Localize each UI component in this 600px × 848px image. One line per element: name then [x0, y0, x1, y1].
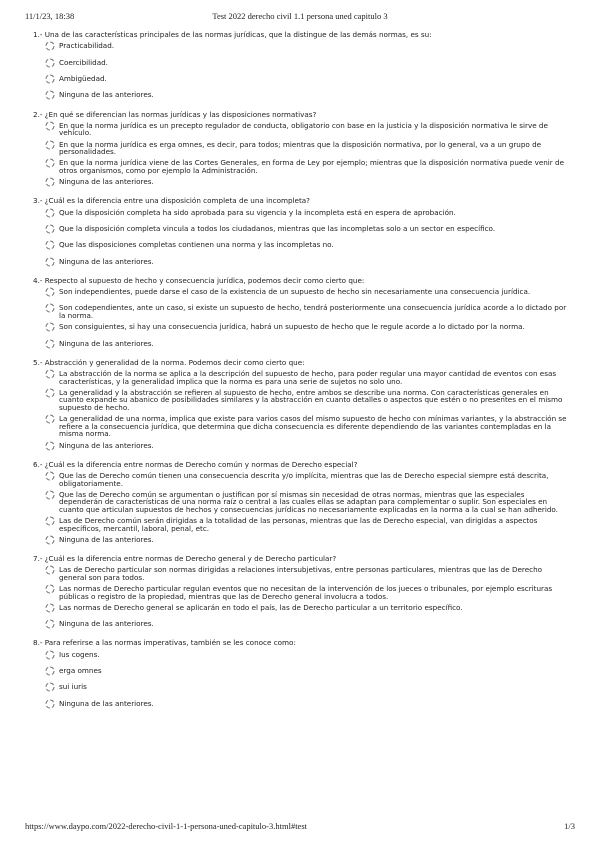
option-label: Ninguna de las anteriores. — [59, 90, 154, 100]
radio-button-icon[interactable] — [45, 257, 55, 267]
print-header — [25, 11, 575, 23]
option-label: Son codependientes, ante un caso, si existe un supuesto de hecho, tendrá posteriormente una consecuencia jurídica acorde a lo dictado por la norma. — [59, 303, 567, 321]
answer-option[interactable] — [33, 288, 568, 296]
radio-button-icon[interactable] — [45, 603, 55, 613]
answer-option[interactable] — [33, 389, 568, 412]
radio-button-icon[interactable] — [45, 388, 55, 398]
answer-option[interactable] — [33, 141, 568, 156]
answer-option[interactable] — [33, 304, 568, 319]
answer-option[interactable] — [33, 585, 568, 600]
radio-button-icon[interactable] — [45, 565, 55, 575]
question-block — [33, 638, 568, 707]
radio-button-icon[interactable] — [45, 90, 55, 100]
answer-option[interactable] — [33, 241, 568, 249]
answer-option[interactable] — [33, 91, 568, 99]
radio-button-icon[interactable] — [45, 699, 55, 709]
answer-option[interactable] — [33, 159, 568, 174]
option-label: Ninguna de las anteriores. — [59, 338, 154, 348]
answer-option[interactable] — [33, 42, 568, 50]
answer-option[interactable] — [33, 604, 568, 612]
radio-button-icon[interactable] — [45, 303, 55, 313]
radio-button-icon[interactable] — [45, 177, 55, 187]
option-label: Son independientes, puede darse el caso de la existencia de un supuesto de hecho sin necesariamente una consecuencia jurídica. — [59, 287, 531, 297]
answer-option[interactable] — [33, 225, 568, 233]
radio-button-icon[interactable] — [45, 441, 55, 451]
option-label: Ambigüedad. — [59, 73, 107, 83]
option-label: Ninguna de las anteriores. — [59, 440, 154, 450]
question-block — [33, 276, 568, 348]
option-label: erga omnes — [59, 666, 102, 675]
question-text: 6.- ¿Cuál es la diferencia entre normas de Derecho común y normas de Derecho especial? — [33, 459, 358, 469]
radio-button-icon[interactable] — [45, 240, 55, 250]
answer-option[interactable] — [33, 442, 568, 450]
answer-option[interactable] — [33, 536, 568, 544]
answer-option[interactable] — [33, 700, 568, 708]
option-label: Las normas de Derecho particular regulan eventos que no necesitan de la intervención de los jueces o tribunales, por ejemplo escrituras públicas o registro de la propiedad, mientras que las de Derecho general involucra a todos. — [59, 584, 553, 601]
question-text: 1.- Una de las características principales de las normas jurídicas, que la distingue de las demás normas, es su: — [33, 30, 432, 39]
question-block — [33, 110, 568, 187]
radio-button-icon[interactable] — [45, 208, 55, 218]
answer-option[interactable] — [33, 323, 568, 331]
answer-option[interactable] — [33, 517, 568, 532]
option-label: Practicabilidad. — [59, 41, 115, 51]
radio-button-icon[interactable] — [45, 287, 55, 297]
option-label: Las de Derecho particular son normas dirigidas a relaciones intersubjetivas, entre personas particulares, mientras que las de Derecho general son para todos. — [59, 565, 543, 582]
option-label: Ninguna de las anteriores. — [59, 698, 154, 708]
answer-option[interactable] — [33, 472, 568, 487]
option-label: Que la disposición completa ha sido aprobada para su vigencia y la incompleta está en espera de aprobación. — [59, 207, 456, 217]
print-datetime: 11/1/23, 18:38 — [25, 11, 75, 21]
radio-button-icon[interactable] — [45, 619, 55, 629]
answer-option[interactable] — [33, 340, 568, 348]
answer-option[interactable] — [33, 59, 568, 67]
option-label: Las normas de Derecho general se aplicarán en todo el país, las de Derecho particular a un territorio específico. — [59, 602, 463, 612]
option-label: Ninguna de las anteriores. — [59, 256, 154, 266]
radio-button-icon[interactable] — [45, 535, 55, 545]
radio-button-icon[interactable] — [45, 471, 55, 481]
radio-button-icon[interactable] — [45, 224, 55, 234]
question-list — [33, 30, 568, 718]
radio-button-icon[interactable] — [45, 74, 55, 84]
question-block — [33, 460, 568, 544]
answer-option[interactable] — [33, 491, 568, 514]
radio-button-icon[interactable] — [45, 650, 55, 660]
answer-option[interactable] — [33, 258, 568, 266]
radio-button-icon[interactable] — [45, 682, 55, 692]
option-label: Coercibilidad. — [59, 57, 108, 67]
radio-button-icon[interactable] — [45, 414, 55, 424]
radio-button-icon[interactable] — [45, 121, 55, 131]
option-label: En que la norma jurídica es un precepto regulador de conducta, obligatorio con base en la justicia y la disposición normativa le sirve de vehículo. — [59, 120, 548, 138]
answer-option[interactable] — [33, 370, 568, 385]
answer-option[interactable] — [33, 415, 568, 438]
question-text: 7.- ¿Cuál es la diferencia entre normas de Derecho general y de Derecho particular? — [33, 554, 337, 564]
option-label: Las de Derecho común serán dirigidas a la totalidad de las personas, mientras que las de Derecho especial, van dirigidas a aspectos específicos, mercantil, laboral, penal, etc. — [59, 516, 538, 533]
answer-option[interactable] — [33, 667, 568, 675]
print-footer — [25, 821, 575, 833]
option-label: Que las disposiciones completas contienen una norma y las incompletas no. — [59, 240, 334, 250]
answer-option[interactable] — [33, 122, 568, 137]
option-label: Ninguna de las anteriores. — [59, 177, 154, 187]
document-title: Test 2022 derecho civil 1.1 persona uned capitulo 3 — [212, 11, 388, 21]
page-number: 1/3 — [564, 821, 575, 831]
page-url: https://www.daypo.com/2022-derecho-civil-1-1-persona-uned-capitulo-3.html#test — [25, 821, 307, 831]
radio-button-icon[interactable] — [45, 584, 55, 594]
radio-button-icon[interactable] — [45, 41, 55, 51]
question-text: 3.- ¿Cuál es la diferencia entre una disposición completa de una incompleta? — [33, 196, 310, 206]
option-label: La abstracción de la norma se aplica a la descripción del supuesto de hecho, para poder regular una mayor cantidad de eventos con esas características, y la generalidad implica que la norma es para una serie de sujetos no solo uno. — [59, 369, 557, 386]
answer-option[interactable] — [33, 683, 568, 691]
option-label: La generalidad y la abstracción se refieren al supuesto de hecho, entre ambos se describe una norma. Con características generales en cuanto expande su abanico de posibilidades similares y la abstracción en cuanto detalles o aspectos que estén o no presentes en el mismo supuesto de hecho. — [59, 387, 563, 412]
answer-option[interactable] — [33, 178, 568, 186]
question-text: 4.- Respecto al supuesto de hecho y consecuencia jurídica, podemos decir como cierto que: — [33, 275, 365, 285]
option-label: Ius cogens. — [59, 649, 100, 659]
radio-button-icon[interactable] — [45, 140, 55, 150]
question-block — [33, 554, 568, 628]
radio-button-icon[interactable] — [45, 369, 55, 379]
option-label: Son consiguientes, si hay una consecuencia jurídica, habrá un supuesto de hecho que le regule acorde a lo dictado por la norma. — [59, 322, 525, 332]
option-label: En que la norma jurídica viene de las Cortes Generales, en forma de Ley por ejemplo; mientras que la disposición normativa puede venir de otros organismos, como por ejemplo la Administración. — [59, 158, 565, 175]
radio-button-icon[interactable] — [45, 516, 55, 526]
radio-button-icon[interactable] — [45, 339, 55, 349]
option-label: Ninguna de las anteriores. — [59, 534, 154, 544]
option-label: La generalidad de una norma, implica que existe para varios casos del mismo supuesto de hecho con mínimas variantes, y la abstracción se refiere a la consecuencia jurídica, que determina que dicha consecuencia es diferente dependiendo de las variantes contempladas en la misma norma. — [59, 414, 567, 439]
radio-button-icon[interactable] — [45, 490, 55, 500]
option-label: Ninguna de las anteriores. — [59, 619, 154, 629]
answer-option[interactable] — [33, 75, 568, 83]
answer-option[interactable] — [33, 566, 568, 581]
question-text: 2.- ¿En qué se diferencian las normas jurídicas y las disposiciones normativas? — [33, 109, 317, 119]
radio-button-icon[interactable] — [45, 58, 55, 68]
answer-option[interactable] — [33, 620, 568, 628]
question-block — [33, 30, 568, 99]
option-label: sui iuris — [59, 682, 87, 692]
option-label: En que la norma jurídica es erga omnes, es decir, para todos; mientras que la disposición normativa, por lo general, va a un grupo de personalidades. — [59, 139, 542, 157]
answer-option[interactable] — [33, 651, 568, 659]
radio-button-icon[interactable] — [45, 322, 55, 332]
question-text: 8.- Para referirse a las normas imperativas, también se les conoce como: — [33, 638, 296, 648]
question-text: 5.- Abstracción y generalidad de la norma. Podemos decir como cierto que: — [33, 357, 305, 367]
question-block — [33, 358, 568, 450]
radio-button-icon[interactable] — [45, 666, 55, 676]
option-label: Que las de Derecho común se argumentan o justifican por sí mismas sin necesidad de otras normas, mientras que las especiales dependerán de características de una norma raíz o central a las cuales ellas se adaptan para complementar o suplir. Son especiales en cuanto que articulan supuestos de hechos y consecuencias jurídicas no necesariamente explicadas en la norma a la cual se han adherido. — [59, 489, 558, 514]
option-label: Que la disposición completa vincula a todos los ciudadanos, mientras que las incompletas solo a un sector en específico. — [59, 223, 496, 233]
option-label: Que las de Derecho común tienen una consecuencia descrita y/o implícita, mientras que las de Derecho especial siempre está descrita, obligatoriamente. — [59, 470, 549, 488]
answer-option[interactable] — [33, 209, 568, 217]
question-block — [33, 196, 568, 265]
radio-button-icon[interactable] — [45, 158, 55, 168]
